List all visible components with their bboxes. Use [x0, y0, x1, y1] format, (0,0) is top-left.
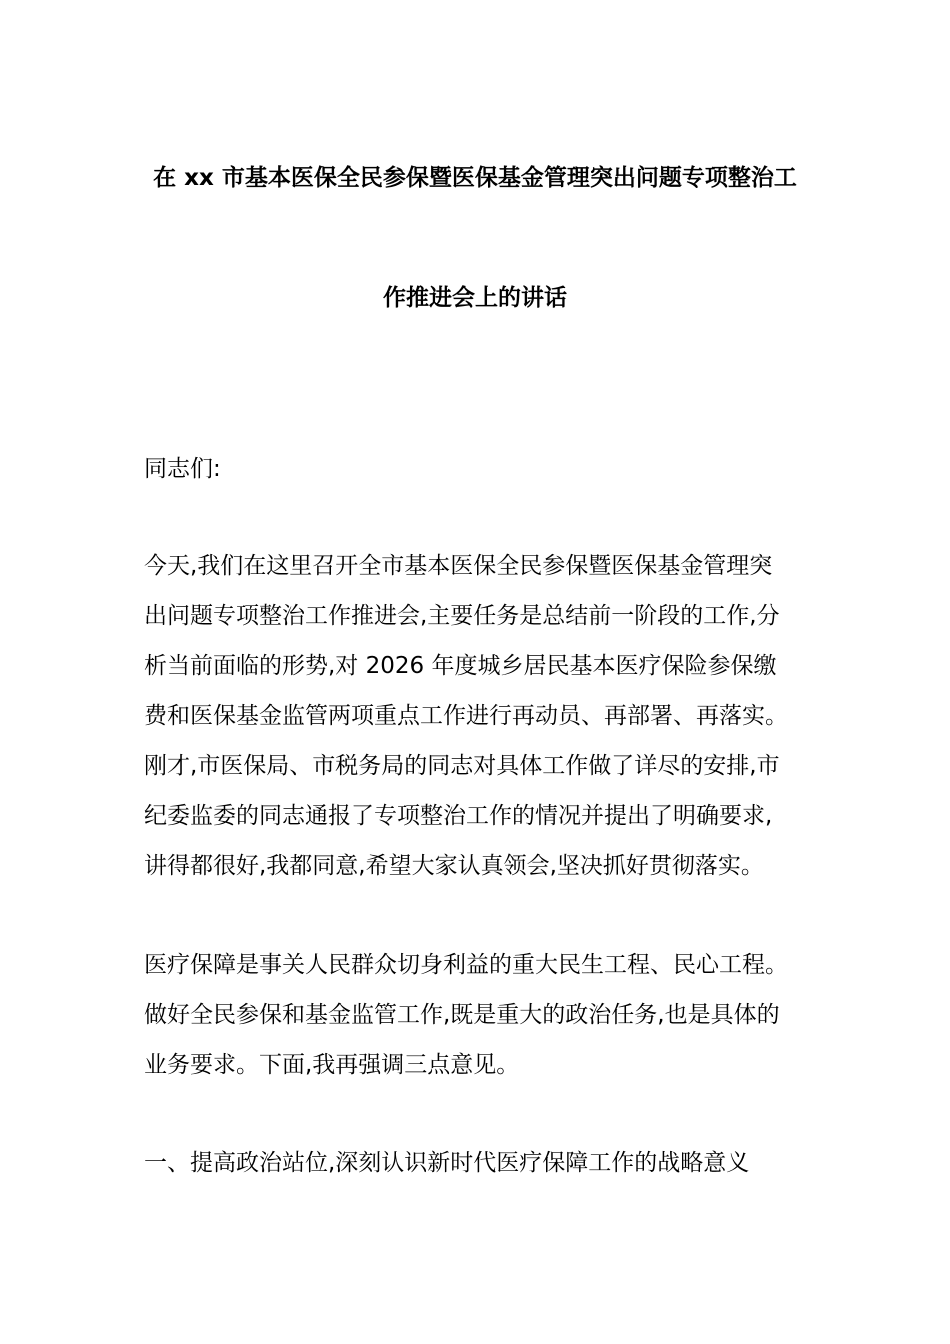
section-heading-1 [144, 1138, 824, 1188]
salutation [144, 444, 824, 494]
paragraph-line: 刚才,市医保局、市税务局的同志对具体工作做了详尽的安排,市 [144, 753, 780, 779]
paragraph-line: 析当前面临的形势,对 2026 年度城乡居民基本医疗保险参保缴 [144, 653, 777, 679]
paragraph-line: 今天,我们在这里召开全市基本医保全民参保暨医保基金管理突 [144, 553, 773, 579]
paragraph-line: 讲得都很好,我都同意,希望大家认真领会,坚决抓好贯彻落实。 [144, 853, 764, 879]
salutation-text: 同志们: [144, 456, 221, 482]
title-line-2: 作推进会上的讲话 [383, 285, 567, 311]
title-line-1: 在 xx 市基本医保全民参保暨医保基金管理突出问题专项整治工 [153, 165, 797, 191]
section-heading-text: 一、提高政治站位,深刻认识新时代医疗保障工作的战略意义 [144, 1150, 750, 1176]
paragraph-line: 做好全民参保和基金监管工作,既是重大的政治任务,也是具体的 [144, 1002, 780, 1028]
paragraph-line: 出问题专项整治工作推进会,主要任务是总结前一阶段的工作,分 [144, 603, 780, 629]
paragraph-line: 医疗保障是事关人民群众切身利益的重大民生工程、民心工程。 [144, 952, 788, 978]
paragraph-1 [144, 541, 824, 891]
paragraph-line: 纪委监委的同志通报了专项整治工作的情况并提出了明确要求, [144, 803, 773, 829]
paragraph-line: 业务要求。下面,我再强调三点意见。 [144, 1052, 520, 1078]
paragraph-2 [144, 940, 824, 1090]
paragraph-line: 费和医保基金监管两项重点工作进行再动员、再部署、再落实。 [144, 703, 788, 729]
